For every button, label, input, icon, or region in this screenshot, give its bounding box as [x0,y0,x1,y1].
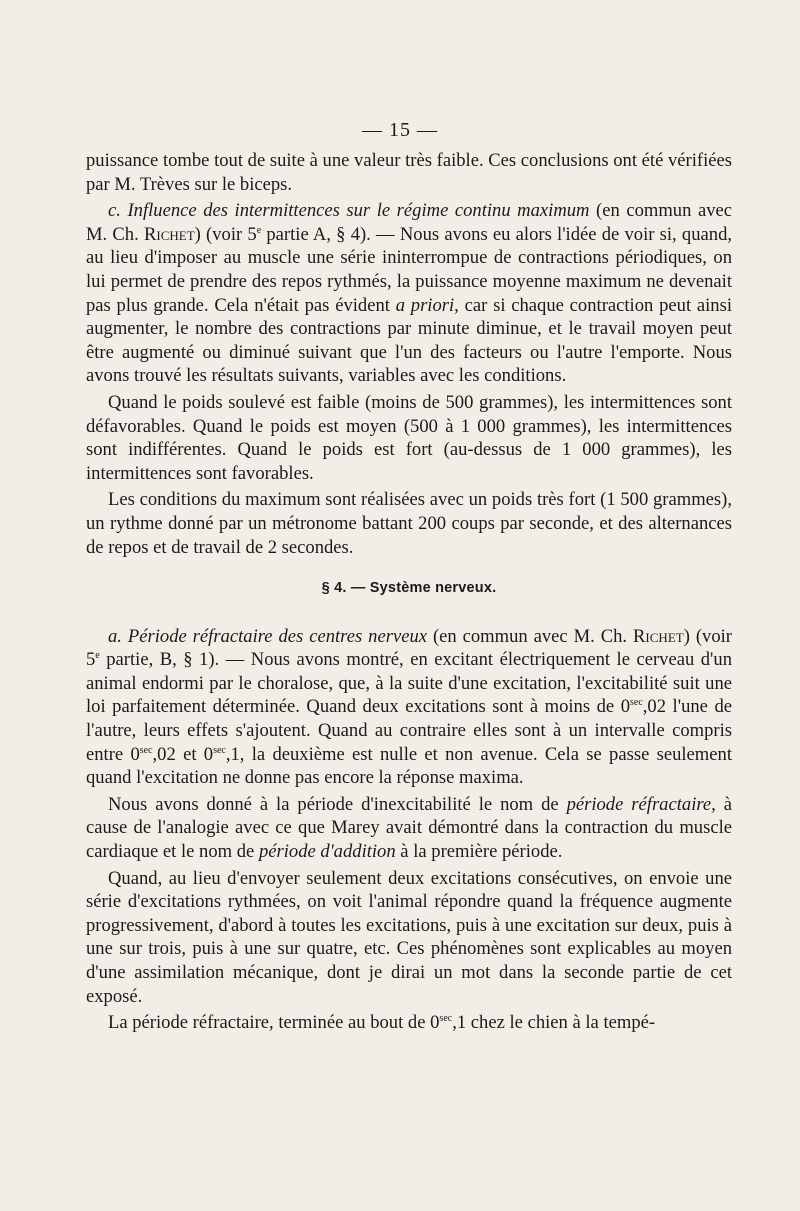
paragraph-text: ) (voir 5 [86,625,732,671]
paragraph-text: partie, B, § 1). — Nous avons montré, en excitant électriquement le cerveau d'un animal endormi par le choralose, que, à la suite d'une excitation, l'excitabilité suit une loi parfaitement déterminée. Quand deux excitations sont à moins de 0 [86,649,732,718]
latin-phrase: a priori, [395,294,459,316]
paragraph-text: à cause de l'analogie avec ce que Marey avait démontré dans la contraction du muscle cardiaque et le nom de [86,793,732,863]
paragraph-conclusion [86,149,732,196]
paragraph-text: Nous avons donné à la période d'inexcitabilité le nom de [108,793,567,815]
paragraph-text: Quand le poids soulevé est faible (moins de 500 grammes), les intermittences sont défavorables. Quand le poids est moyen (500 à 1 000 grammes), les intermittences sont indifférentes. Quand le poids est fort (au-dessus de 1 000 grammes), les intermittences sont favorables. [86,391,732,484]
superscript: sec [439,1013,453,1024]
page-number: — 15 — [362,119,438,141]
item-title: Période réfractaire des centres nerveux [127,625,427,647]
paragraph-text: La période réfractaire, terminée au bout de 0 [108,1012,440,1034]
author-name: Richet [143,223,195,245]
paragraph-poids [86,391,732,485]
paragraph-text: partie A, § 4). — Nous avons eu alors l'idée de voir si, quand, au lieu d'imposer au muscle une série ininterrompue de contractions périodiques, on lui permet de prendre des repos rythmés, la puissance moyenne maximum ne devenait pas plus grande. Cela n'était pas évident [86,223,733,316]
item-label: c. [108,200,121,222]
paragraph-intermittences [86,199,732,388]
paragraph-text: à la première période. [395,841,563,863]
paragraph-text: ) (voir 5 [194,223,257,245]
paragraph-text: ,1 chez le chien à la tempé- [452,1012,656,1034]
paragraph-text: (en commun avec M. Ch. [427,625,634,647]
paragraph-nomenclature [86,793,732,864]
item-label: a. [108,625,122,647]
paragraph-text: Quand, au lieu d'envoyer seulement deux excitations consécutives, on envoie une série d'excitations rythmées, on voit l'animal répondre quand la fréquence augmente progressivement, d'abord à toutes les excitations, puis à une excitation sur deux, puis à une sur trois, puis à une sur quatre, etc. Ces phénomènes sont explicables au moyen d'une assimilation mécanique, dont je dirai un mot dans la seconde partie de cet exposé. [86,867,732,1007]
superscript: sec [213,744,226,756]
paragraph-fin [86,1011,732,1035]
paragraph-periode-refractaire [86,625,732,790]
paragraph-text: (en commun avec M. Ch. [86,200,732,245]
item-title: Influence des intermittences sur le régime continu maximum [127,200,590,222]
body-text [86,149,732,1038]
paragraph-maximum [86,488,732,559]
paragraph-text: ,02 et 0 [152,743,214,765]
superscript: sec [630,697,643,709]
paragraph-text: ,02 l'une de l'autre, leurs effets s'ajoutent. Quand au contraire elles sont à un intervalle compris entre 0 [86,696,733,765]
superscript: e [256,224,262,236]
paragraph-text: car si chaque contraction peut ainsi augmenter, le nombre des contractions par minute diminue, et le travail moyen peut être augmenté ou diminué suivant que l'un des facteurs ou l'autre l'emporte. Nous avons trouvé les résultats suivants, variables avec les conditions. [86,294,733,387]
paragraph-text: Les conditions du maximum sont réalisées avec un poids très fort (1 500 grammes), un rythme donné par un métronome battant 200 coups par seconde, et des alternances de repos et de travail de 2 secondes. [86,489,732,558]
superscript: e [95,650,100,662]
paragraph-text: ,1, la deuxième est nulle et non avenue. Cela se passe seulement quand l'excitation ne donne pas encore la réponse maxima. [86,743,732,789]
paragraph-text: puissance tombe tout de suite à une valeur très faible. Ces conclusions ont été vérifiées par M. Trèves sur le biceps. [86,150,732,195]
superscript: sec [139,744,153,756]
term-periode-addition: période d'addition [258,841,396,863]
term-periode-refractaire: période réfractaire, [566,793,716,815]
paragraph-excitations-rythmees [86,867,732,1009]
section-heading: § 4. — Système nerveux. [321,580,497,597]
author-name: Richet [633,625,684,647]
